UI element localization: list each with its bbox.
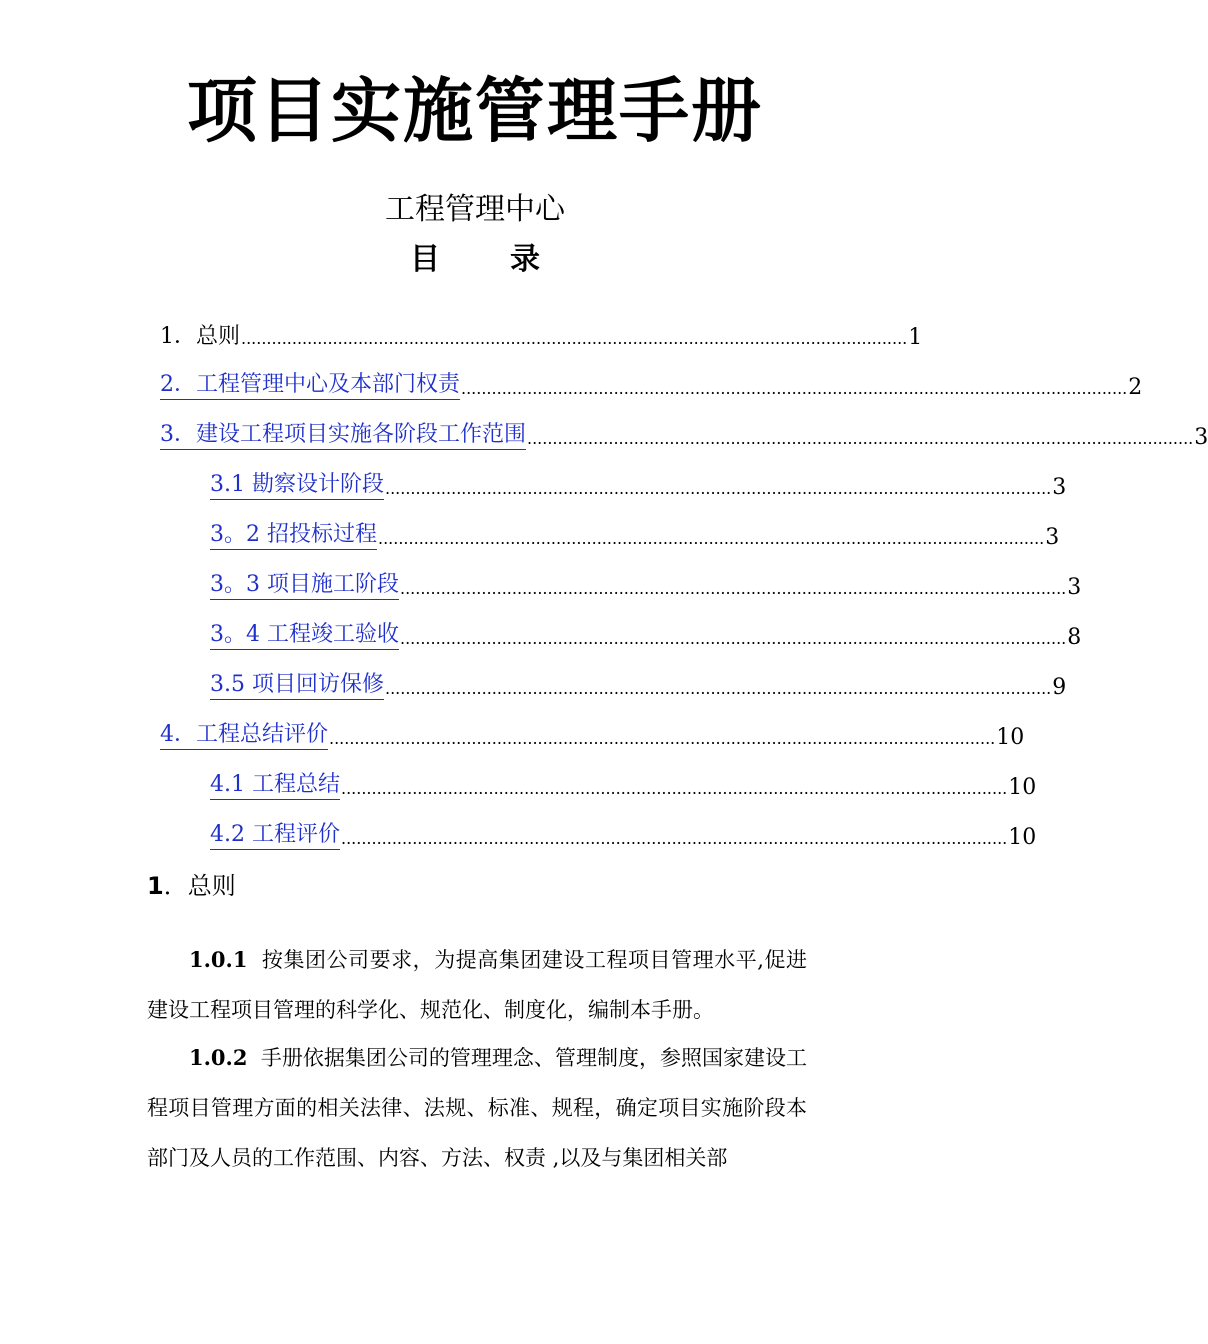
toc-entry-link[interactable]: 4．工程总结评价 [160, 717, 328, 750]
document-subtitle: 工程管理中心 [385, 192, 565, 227]
toc-page-number: 2 [1128, 375, 1143, 400]
toc-page-number: 9 [1052, 675, 1067, 700]
table-of-contents [160, 300, 1208, 850]
toc-page-number: 3 [1067, 575, 1082, 600]
section-separator: ． [163, 872, 188, 900]
toc-entry-link[interactable]: 3。4 工程竣工验收 [210, 617, 399, 650]
toc-entry-link[interactable]: 3。3 项目施工阶段 [210, 567, 399, 600]
clause-text: 手册依据集团公司的管理理念、管理制度，参照国家建设工程项目管理方面的相关法律、法规、标准、规程，确定项目实施阶段本部门及人员的工作范围、内容、方法、权责 ,以及与集团相关部 [147, 1046, 808, 1170]
toc-heading [0, 240, 950, 280]
toc-page-number: 3 [1052, 475, 1067, 500]
toc-entry-label[interactable]: 1．总则 [160, 324, 240, 349]
toc-page-number: 10 [996, 725, 1025, 750]
clause-text: 按集团公司要求，为提高集团建设工程项目管理水平,促进建设工程项目管理的科学化、规范化、制度化，编制本手册。 [147, 948, 807, 1022]
toc-entry-link[interactable]: 3.1 勘察设计阶段 [210, 467, 384, 500]
clause-paragraph [147, 935, 807, 1035]
clause-number: 1.0.2 [189, 1045, 248, 1070]
toc-leader: ................................................................................................................................... [384, 479, 1052, 498]
section-title: 总则 [187, 872, 236, 900]
toc-entry-link[interactable]: 4.2 工程评价 [210, 817, 340, 850]
toc-entry-link[interactable]: 3。2 招投标过程 [210, 517, 377, 550]
toc-page-number: 10 [1008, 825, 1037, 850]
toc-leader: ................................................................................................................................... [527, 429, 1194, 448]
toc-page-number: 3 [1045, 525, 1060, 550]
toc-row-bidding[interactable] [160, 500, 1060, 550]
toc-row-acceptance[interactable] [160, 600, 1082, 650]
toc-page-number: 3 [1194, 425, 1208, 450]
toc-entry-link[interactable]: 3．建设工程项目实施各阶段工作范围 [160, 417, 526, 450]
toc-leader: ................................................................................................................................... [384, 679, 1052, 698]
toc-page-number: 10 [1008, 775, 1037, 800]
toc-heading-left: 目 [410, 242, 440, 277]
section-number: 1 [147, 872, 164, 900]
toc-leader: ................................................................................................................................... [400, 579, 1067, 598]
toc-leader: ................................................................................................................................... [400, 629, 1067, 648]
toc-row-summary-evaluation[interactable] [160, 700, 1025, 750]
toc-leader: ................................................................................................................................... [378, 529, 1045, 548]
toc-leader: ................................................................................................................................... [241, 329, 908, 348]
toc-page-number: 8 [1067, 625, 1082, 650]
clause-number: 1.0.1 [189, 947, 248, 972]
toc-row-evaluation[interactable] [160, 800, 1037, 850]
toc-entry-link[interactable]: 4.1 工程总结 [210, 767, 340, 800]
section-heading [147, 866, 236, 906]
toc-row-rights[interactable] [160, 350, 1143, 400]
toc-row-general[interactable] [160, 300, 923, 350]
toc-row-warranty[interactable] [160, 650, 1067, 700]
toc-leader: ................................................................................................................................... [461, 379, 1128, 398]
toc-entry-link[interactable]: 3.5 项目回访保修 [210, 667, 384, 700]
toc-row-construction[interactable] [160, 550, 1082, 600]
toc-row-summary[interactable] [160, 750, 1037, 800]
toc-row-scope[interactable] [160, 400, 1208, 450]
document-title: 项目实施管理手册 [187, 70, 763, 152]
toc-leader: ................................................................................................................................... [340, 779, 1008, 798]
toc-page-number: 1 [908, 325, 923, 350]
toc-row-survey-design[interactable] [160, 450, 1067, 500]
toc-heading-right: 录 [510, 242, 540, 277]
toc-leader: ................................................................................................................................... [329, 729, 996, 748]
clause-paragraph [147, 1033, 807, 1183]
toc-leader: ................................................................................................................................... [340, 829, 1008, 848]
toc-entry-link[interactable]: 2．工程管理中心及本部门权责 [160, 367, 460, 400]
